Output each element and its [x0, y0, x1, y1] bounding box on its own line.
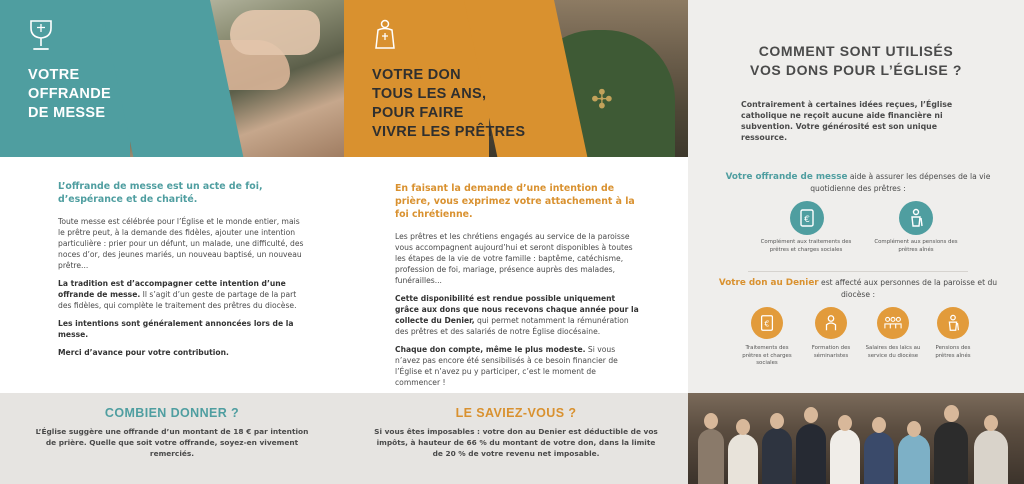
page-title: COMMENT SONT UTILISÉS VOS DONS POUR L’ÉGLISE ?: [750, 43, 962, 78]
denier-content: [395, 182, 640, 395]
panel-offrande: [0, 0, 344, 484]
panel-denier: [344, 0, 688, 484]
box-text: Si vous êtes imposables : votre don au Denier est déductible de vos impôts, à hauteur de 66 % du montant de votre don, dans la limite de 20 % de votre revenu net imposable.: [374, 427, 658, 458]
congregation-photo: [688, 393, 1024, 484]
paragraph: La tradition est d’accompagner cette intention d’une offrande de messe. Il s’agit d’un geste de partage de la part des fidèles, qui complète le traitement des prêtres du diocèse.: [58, 279, 297, 310]
hero-title: VOTRE OFFRANDE DE MESSE: [28, 67, 111, 121]
intro-text: Contrairement à certaines idées reçues, l’Église catholique ne reçoit aucune aide financière ni subvention. Votre générosité est son unique ressource.: [741, 100, 953, 142]
euro-document-icon: [751, 307, 783, 339]
box-title: LE SAVIEZ-VOUS ?: [455, 406, 577, 420]
paragraph: Chaque don compte, même le plus modeste. Si vous n’avez pas encore été sensibilisés à ce besoin financier de l’Église et n’avez pu y participer, c’est le moment de commencer !: [395, 345, 618, 387]
svg-text:€: €: [764, 318, 770, 329]
elder-icon: [899, 201, 933, 235]
offrande-content: [58, 180, 308, 365]
box-title: COMBIEN DONNER ?: [104, 406, 240, 420]
caption: Complément aux traitements des prêtres et charges sociales: [760, 239, 852, 253]
lead-text: En faisant la demande d’une intention de prière, vous exprimez votre attachement à la foi chrétienne.: [395, 183, 635, 220]
offrande-heading: Votre offrande de messe aide à assurer les dépenses de la vie quotidienne des prêtres :: [725, 172, 991, 193]
hero-title: VOTRE DON TOUS LES ANS, POUR FAIRE VIVRE LES PRÊTRES: [372, 67, 526, 140]
elder-icon: [937, 307, 969, 339]
lead-text: L’offrande de messe est un acte de foi, d’espérance et de charité.: [58, 181, 263, 205]
saviez-vous-box: [344, 393, 688, 484]
combien-donner-box: [0, 393, 344, 484]
paragraph: Toute messe est célébrée pour l’Église et le monde entier, mais le prêtre peut, à la demande des fidèles, ajouter une intention particulière : prier pour un défunt, un malade, une difficulté, des noces d’or, des jeunes mariés, un nouveau baptisé, un nouveau prêtre...: [58, 217, 304, 270]
paragraph: Les prêtres et les chrétiens engagés au service de la paroisse vous accompagnent aujourd’hui et seront disponibles à toutes les étapes de la vie de votre famille : baptême, catéchisme, profession de foi, mariage, présence auprès des malades, funérailles...: [395, 232, 633, 285]
student-icon: [815, 307, 847, 339]
caption: Traitements des prêtres et charges sociales: [742, 345, 792, 366]
euro-document-icon: [790, 201, 824, 235]
caption: Complément aux pensions des prêtres aînés: [874, 239, 958, 253]
people-group-icon: [877, 307, 909, 339]
hero-offrande: [0, 0, 344, 157]
paragraph: Merci d’avance pour votre contribution.: [58, 348, 229, 357]
priest-icon: [370, 18, 400, 52]
paragraph: Cette disponibilité est rendue possible uniquement grâce aux dons que nous recevons chaque année pour la collecte du Denier, qui permet notamment la rémunération des prêtres et des salariés de notre Église diocésaine.: [395, 294, 639, 336]
chalice-icon: [26, 18, 56, 52]
paragraph: Les intentions sont généralement annoncées lors de la messe.: [58, 319, 294, 339]
hero-denier: [344, 0, 688, 157]
box-text: L’Église suggère une offrande d’un montant de 18 € par intention de prière. Quelle que soit votre offrande, soyez-en vivement remerciés.: [35, 427, 309, 458]
caption: Formation des séminaristes: [811, 345, 851, 359]
svg-text:€: €: [804, 215, 810, 225]
caption: Salaires des laïcs au service du diocèse: [865, 345, 921, 359]
priest-photo: ✣: [489, 0, 688, 157]
panel-utilisation: [688, 0, 1024, 484]
caption: Pensions des prêtres aînés: [935, 345, 971, 359]
denier-heading: Votre don au Denier est affecté aux personnes de la paroisse et du diocèse :: [718, 278, 998, 299]
